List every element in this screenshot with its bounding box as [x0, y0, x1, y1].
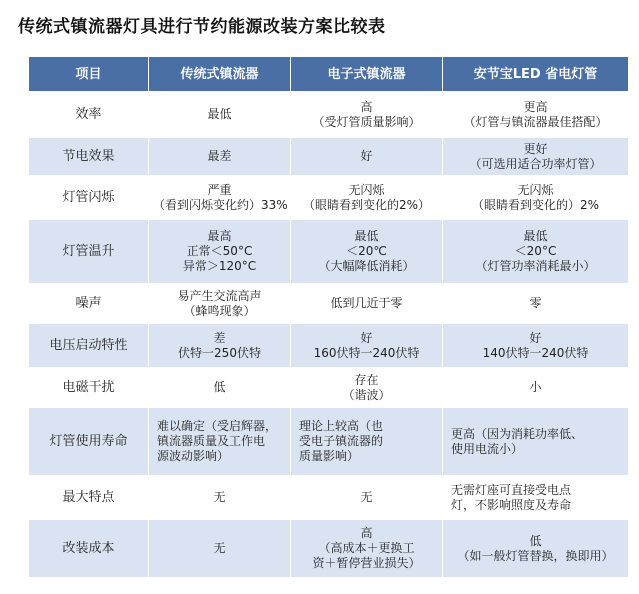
- cell-line: 理论上较高（也: [299, 419, 384, 433]
- row-label: 电压启动特性: [29, 324, 149, 368]
- table-row: [29, 324, 629, 368]
- cell-line: ＜20°C: [514, 244, 557, 258]
- cell-line: 正常＜50°C: [186, 244, 253, 258]
- cell-line: 难以确定（受启辉器，: [157, 419, 278, 433]
- cell-line: 无闪烁: [348, 182, 385, 197]
- table-cell: [443, 520, 629, 578]
- table-cell: [149, 476, 291, 520]
- table-cell: [149, 284, 291, 324]
- table-cell: [291, 520, 443, 578]
- table-row: [29, 408, 629, 476]
- cell-line: 140伏特一240伏特: [482, 345, 589, 360]
- table-cell: [291, 138, 443, 176]
- row-label: 灯管使用寿命: [29, 408, 149, 476]
- row-label: 节电效果: [29, 138, 149, 176]
- table-cell: [443, 368, 629, 408]
- cell-line: 最低: [523, 229, 548, 243]
- cell-line: 最低: [207, 107, 232, 121]
- table-row: [29, 92, 629, 138]
- cell-line: （灯管功率消耗最小）: [475, 259, 596, 273]
- cell-line: （眼睛看到变化的）2%: [471, 197, 600, 212]
- cell-line: 好: [360, 330, 373, 345]
- cell-line: （灯管与镇流器最佳搭配）: [463, 114, 608, 129]
- table-row: [29, 284, 629, 324]
- cell-line: （可选用适合功率灯管）: [469, 156, 602, 171]
- cell-line: 更高: [523, 99, 548, 114]
- table-cell: [149, 138, 291, 176]
- cell-line: 好: [529, 330, 542, 345]
- cell-line: 严重: [207, 182, 232, 197]
- cell-line: 无: [213, 541, 226, 555]
- table-cell: [443, 138, 629, 176]
- table-row: [29, 520, 629, 578]
- cell-line: 低: [529, 533, 542, 548]
- cell-line: （眼睛看到变化的2%）: [302, 197, 431, 212]
- table-cell: [291, 408, 443, 476]
- table-cell: [443, 476, 629, 520]
- cell-line: 无: [360, 490, 373, 504]
- cell-line: 源波动影响）: [157, 449, 230, 463]
- table-cell: [291, 476, 443, 520]
- cell-line: 受电子镇流器的: [299, 434, 384, 448]
- cell-line: （如一般灯管替换，换即用）: [457, 548, 614, 563]
- cell-line: 小: [529, 380, 542, 394]
- row-label: 灯管闪烁: [29, 176, 149, 220]
- cell-line: （受灯管质量影响）: [312, 114, 421, 129]
- table-row: [29, 138, 629, 176]
- cell-line: 最高: [207, 229, 232, 243]
- cell-line: ＜20℃: [346, 244, 387, 258]
- cell-line: （大幅降低消耗）: [318, 259, 415, 273]
- column-header: 电子式镇流器: [291, 57, 443, 92]
- cell-line: 高: [360, 526, 373, 540]
- table-cell: [443, 408, 629, 476]
- row-label: 灯管温升: [29, 220, 149, 284]
- table-cell: [149, 324, 291, 368]
- cell-line: 好: [360, 149, 373, 163]
- cell-line: 最差: [207, 149, 232, 163]
- table-cell: [291, 220, 443, 284]
- cell-line: 存在: [354, 372, 379, 387]
- column-header: 安节宝LED 省电灯管: [443, 57, 629, 92]
- table-cell: [149, 176, 291, 220]
- cell-line: 差: [213, 330, 226, 345]
- table-row: [29, 368, 629, 408]
- cell-line: 镇流器质量及工作电: [157, 434, 266, 448]
- table-cell: [149, 520, 291, 578]
- row-label: 噪声: [29, 284, 149, 324]
- table-cell: [291, 324, 443, 368]
- cell-line: 零: [529, 296, 542, 310]
- table-cell: [443, 176, 629, 220]
- table-cell: [149, 408, 291, 476]
- cell-line: 无闪烁: [517, 182, 554, 197]
- table-cell: [149, 368, 291, 408]
- cell-line: 资＋暂停营业损失）: [312, 556, 421, 570]
- table-cell: [291, 368, 443, 408]
- cell-line: 无: [213, 490, 226, 504]
- table-cell: [149, 92, 291, 138]
- cell-line: （看到闪烁变化约）33%: [153, 197, 288, 212]
- column-header: 传统式镇流器: [149, 57, 291, 92]
- cell-line: 高: [360, 99, 373, 114]
- row-label: 改装成本: [29, 520, 149, 578]
- cell-line: 低: [213, 380, 226, 394]
- table-row: [29, 476, 629, 520]
- cell-line: 灯，不影响照度及寿命: [451, 497, 572, 512]
- cell-line: 异常＞120°C: [182, 259, 257, 273]
- cell-line: 更好: [523, 141, 548, 156]
- table-header-row: [29, 57, 629, 92]
- cell-line: （谐波）: [342, 387, 391, 402]
- cell-line: 更高（因为消耗功率低、: [451, 426, 584, 441]
- table-cell: [291, 176, 443, 220]
- row-label: 最大特点: [29, 476, 149, 520]
- cell-line: 使用电流小）: [451, 441, 524, 456]
- row-label: 电磁干扰: [29, 368, 149, 408]
- cell-line: （蜂鸣现象）: [183, 303, 256, 318]
- cell-line: 质量影响）: [299, 449, 360, 463]
- cell-line: （高成本＋更换工: [318, 541, 415, 555]
- table-cell: [291, 92, 443, 138]
- table-cell: [443, 284, 629, 324]
- table-row: [29, 220, 629, 284]
- cell-line: 最低: [354, 229, 379, 243]
- cell-line: 伏特一250伏特: [178, 345, 261, 360]
- cell-line: 160伏特一240伏特: [313, 345, 420, 360]
- page-title: 传统式镇流器灯具进行节约能源改装方案比较表: [18, 17, 386, 37]
- table-cell: [291, 284, 443, 324]
- row-label: 效率: [29, 92, 149, 138]
- comparison-table: [28, 56, 629, 578]
- table-cell: [443, 220, 629, 284]
- table-row: [29, 176, 629, 220]
- cell-line: 低到几近于零: [330, 296, 403, 310]
- table-cell: [443, 324, 629, 368]
- cell-line: 易产生交流高声: [177, 288, 262, 303]
- column-header: 项目: [29, 57, 149, 92]
- cell-line: 无需灯座可直接受电点: [451, 482, 572, 497]
- table-cell: [443, 92, 629, 138]
- table-cell: [149, 220, 291, 284]
